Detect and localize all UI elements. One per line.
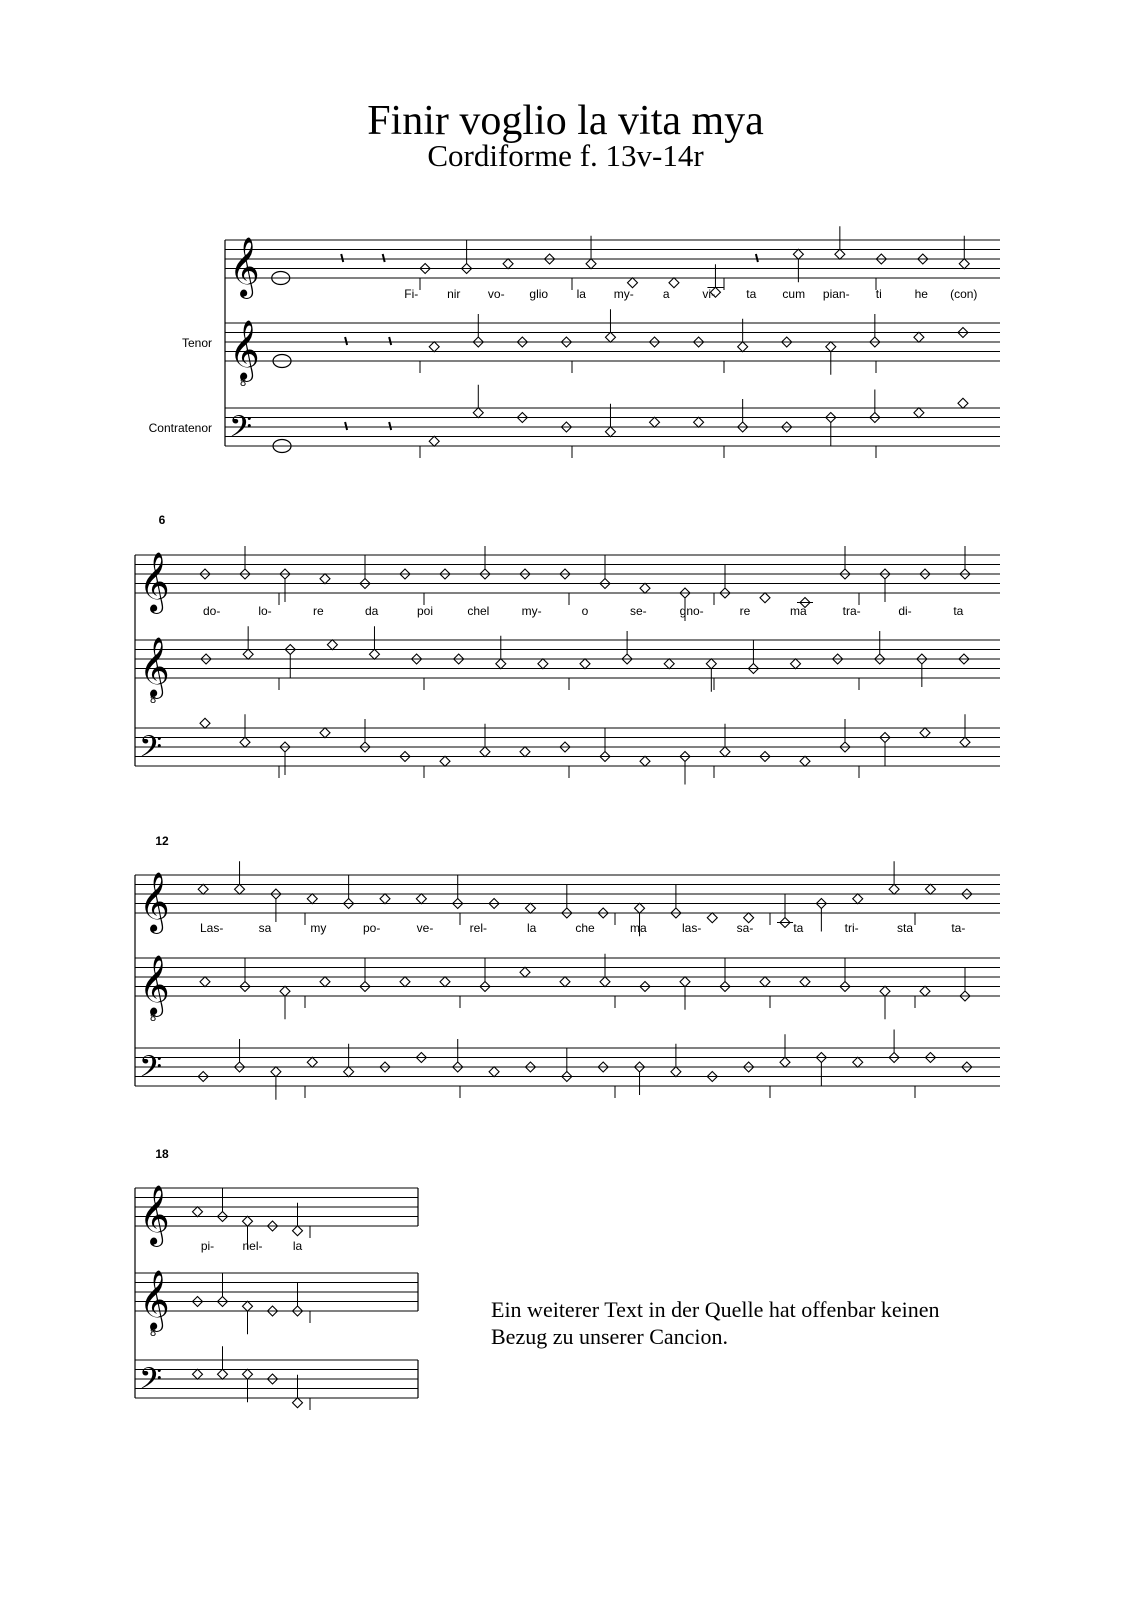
semibreve-note (760, 977, 770, 987)
treble-clef-icon: 𝄞 (139, 1185, 170, 1245)
measure-number: 12 (155, 834, 169, 848)
semibreve-note (280, 986, 290, 996)
semibreve-note (429, 342, 439, 352)
semibreve-note (853, 1057, 863, 1067)
semibreve-note (760, 593, 770, 603)
remark-line-2: Bezug zu unserer Cancion. (491, 1324, 729, 1349)
rest-icon (389, 422, 391, 430)
semibreve-note (605, 332, 615, 342)
rest-icon (345, 422, 347, 430)
bass-clef-icon: 𝄢 (139, 1050, 163, 1092)
semibreve-note (793, 249, 803, 259)
voice-label-tenor: Tenor (181, 336, 212, 350)
lyric-syllable: pi- (200, 1239, 215, 1253)
semibreve-note (293, 1398, 303, 1408)
octave-mark: 8 (150, 694, 157, 706)
semibreve-note (520, 747, 530, 757)
lyric-syllable: da (364, 604, 379, 618)
semibreve-note (640, 583, 650, 593)
rest-icon (756, 254, 758, 262)
semibreve-note (243, 1369, 253, 1379)
semibreve-note (880, 986, 890, 996)
semibreve-note (400, 977, 410, 987)
lyric-syllable: glio (529, 287, 549, 301)
semibreve-note (380, 894, 390, 904)
semibreve-note (193, 1369, 203, 1379)
lyric-syllable: se- (629, 604, 647, 618)
treble-clef-icon: 𝄞 (139, 552, 170, 612)
bass-clef-icon: 𝄢 (139, 1362, 163, 1404)
semibreve-note (198, 884, 208, 894)
voice-label-contratenor: Contratenor (148, 421, 212, 435)
lyric-syllable: cum (782, 287, 806, 301)
semibreve-note (416, 894, 426, 904)
lyric-syllable: lo- (258, 604, 272, 618)
semibreve-note (320, 574, 330, 584)
measure-number: 6 (158, 513, 166, 527)
lyric-syllable: my- (613, 287, 634, 301)
semibreve-note (669, 278, 679, 288)
semibreve-note (489, 1067, 499, 1077)
semibreve-note (240, 737, 250, 747)
semibreve-note (800, 756, 810, 766)
lyric-syllable: chel (467, 604, 490, 618)
semibreve-note (218, 1369, 228, 1379)
semibreve-note (429, 436, 439, 446)
semibreve-note (835, 249, 845, 259)
semibreve-note (307, 1057, 317, 1067)
treble-clef-icon: 𝄞 (139, 955, 170, 1015)
lyric-syllable: po- (362, 921, 381, 935)
lyric-syllable: tra- (842, 604, 861, 618)
treble-clef-icon: 𝄞 (229, 237, 260, 297)
semibreve-note (520, 967, 530, 977)
semibreve-note (640, 756, 650, 766)
measure-number: 18 (155, 1147, 169, 1161)
bass-clef-icon: 𝄢 (229, 410, 253, 452)
semibreve-note (671, 1067, 681, 1077)
semibreve-note (680, 977, 690, 987)
semibreve-note (720, 747, 730, 757)
semibreve-note (293, 1226, 303, 1236)
semibreve-note (600, 977, 610, 987)
octave-mark: 8 (240, 377, 247, 389)
semibreve-note (914, 332, 924, 342)
rest-icon (345, 337, 347, 345)
semibreve-note (694, 417, 704, 427)
semibreve-note (738, 342, 748, 352)
semibreve-note (706, 659, 716, 669)
remark-line-1: Ein weiterer Text in der Quelle hat offenbar keinen (491, 1297, 940, 1322)
lyric-syllable: gno- (679, 604, 704, 618)
semibreve-note (664, 659, 674, 669)
source-subtitle: Cordiforme f. 13v-14r (427, 138, 704, 173)
lyric-syllable: ma (789, 604, 807, 618)
semibreve-note (480, 747, 490, 757)
lyric-syllable: ti (875, 287, 882, 301)
lyric-syllable: vi- (702, 287, 716, 301)
lyric-syllable: my- (521, 604, 542, 618)
lyric-syllable: a (662, 287, 670, 301)
semibreve-note (605, 427, 615, 437)
lyric-syllable: nir (447, 287, 461, 301)
lyric-syllable: che (575, 921, 595, 935)
rest-icon (389, 337, 391, 345)
lyric-syllable: Fi- (404, 287, 419, 301)
octave-mark: 8 (150, 1012, 157, 1024)
semibreve-note (496, 659, 506, 669)
octave-mark: 8 (150, 1327, 157, 1339)
semibreve-note (525, 903, 535, 913)
treble-clef-icon: 𝄞 (139, 637, 170, 697)
lyric-syllable: pian- (822, 287, 850, 301)
bass-clef-icon: 𝄢 (139, 730, 163, 772)
semibreve-note (920, 986, 930, 996)
piece-title-heading: Finir voglio la vita mya (367, 98, 764, 144)
semibreve-note (959, 259, 969, 269)
semibreve-note (635, 903, 645, 913)
semibreve-note (826, 342, 836, 352)
semibreve-note (503, 259, 513, 269)
semibreve-note (440, 977, 450, 987)
semibreve-note (538, 659, 548, 669)
rest-icon (383, 254, 385, 262)
semibreve-note (707, 913, 717, 923)
semibreve-note (800, 977, 810, 987)
semibreve-note (960, 737, 970, 747)
lyric-syllable: sta (896, 921, 914, 935)
lyric-syllable: ma (629, 921, 647, 935)
semibreve-note (243, 1216, 253, 1226)
lyric-syllable: poi (416, 604, 434, 618)
semibreve-note (580, 659, 590, 669)
lyric-syllable: Las- (199, 921, 224, 935)
semibreve-note (958, 398, 968, 408)
semibreve-note (889, 884, 899, 894)
lyric-syllable: sa- (736, 921, 754, 935)
lyric-syllable: tri- (844, 921, 859, 935)
semibreve-note (243, 649, 253, 659)
semibreve-note (920, 728, 930, 738)
lyric-syllable: do- (202, 604, 221, 618)
lyric-syllable: my (310, 921, 327, 935)
lyric-syllable: ta (746, 287, 757, 301)
semibreve-note (650, 417, 660, 427)
rest-icon (341, 254, 343, 262)
semibreve-note (473, 408, 483, 418)
semibreve-note (440, 756, 450, 766)
lyric-syllable: la (292, 1239, 303, 1253)
semibreve-note (925, 884, 935, 894)
lyric-syllable: la (576, 287, 586, 301)
lyric-syllable: he (914, 287, 928, 301)
semibreve-note (320, 728, 330, 738)
semibreve-note (271, 1067, 281, 1077)
editorial-remark (491, 1296, 939, 1350)
lyric-syllable: rel- (469, 921, 488, 935)
treble-clef-icon: 𝄞 (229, 320, 260, 380)
semibreve-note (914, 408, 924, 418)
lyric-syllable: re (312, 604, 324, 618)
lyric-syllable: ve- (416, 921, 434, 935)
lyric-syllable: ta (793, 921, 804, 935)
semibreve-note (560, 977, 570, 987)
semibreve-note (193, 1207, 203, 1217)
lyric-syllable: vo- (487, 287, 505, 301)
semibreve-note (791, 659, 801, 669)
lyric-syllable: la (526, 921, 537, 935)
semibreve-note (586, 259, 596, 269)
lyric-syllable: o (581, 604, 589, 618)
semibreve-note (243, 1301, 253, 1311)
semibreve-note (780, 1057, 790, 1067)
lyric-syllable: ta (953, 604, 964, 618)
lyric-syllable: ta- (951, 921, 966, 935)
semibreve-note (369, 649, 379, 659)
lyric-syllable: las- (681, 921, 702, 935)
semibreve-note (327, 640, 337, 650)
semibreve-note (235, 884, 245, 894)
lyric-syllable: (con) (950, 287, 978, 301)
semibreve-note (320, 977, 330, 987)
lyric-syllable: re (739, 604, 751, 618)
semibreve-note (853, 894, 863, 904)
semibreve-note (307, 894, 317, 904)
semibreve-note (200, 718, 210, 728)
treble-clef-icon: 𝄞 (139, 872, 170, 932)
semibreve-note (200, 977, 210, 987)
treble-clef-icon: 𝄞 (139, 1270, 170, 1330)
semibreve-note (344, 1067, 354, 1077)
lyric-syllable: sa (258, 921, 272, 935)
lyric-syllable: nel- (242, 1239, 263, 1253)
lyric-syllable: di- (898, 604, 912, 618)
